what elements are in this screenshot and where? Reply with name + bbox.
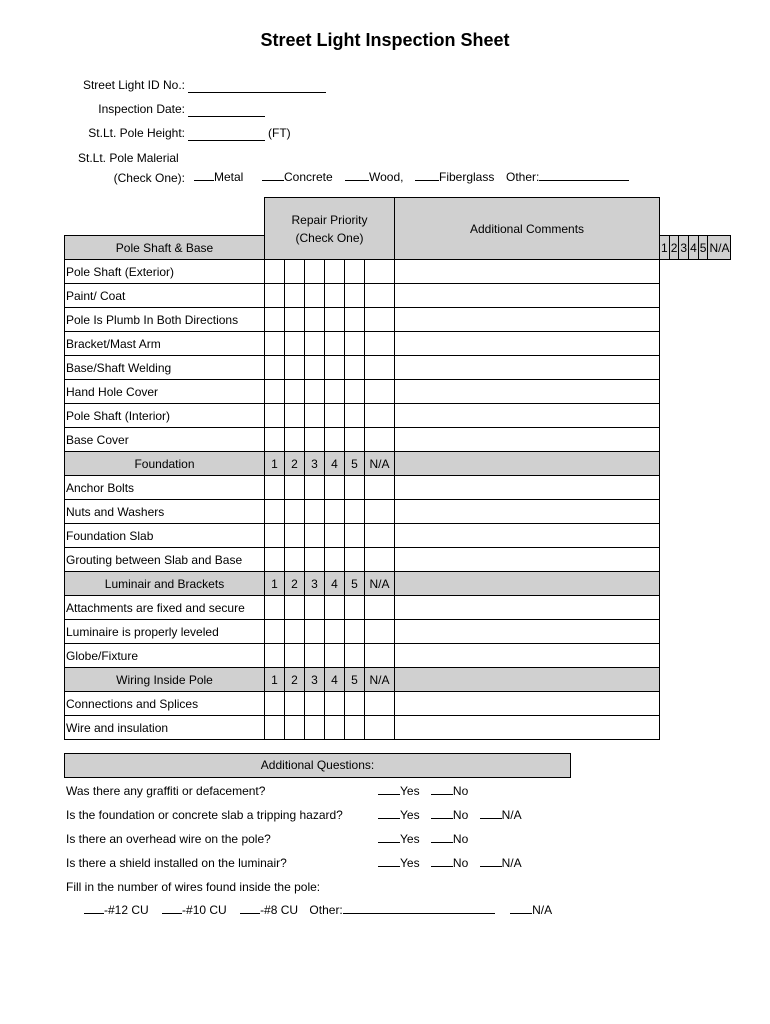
- comment-cell[interactable]: [395, 716, 660, 740]
- wire-8cu-label: -#8 CU: [260, 903, 299, 917]
- priority-checkbox-cell[interactable]: [325, 524, 345, 548]
- priority-checkbox-cell[interactable]: [265, 476, 285, 500]
- tripping-no-label: No: [452, 808, 469, 822]
- priority-checkbox-cell[interactable]: [365, 596, 395, 620]
- item-label: Wire and insulation: [65, 716, 265, 740]
- priority-checkbox-cell[interactable]: [345, 284, 365, 308]
- priority-checkbox-cell[interactable]: [325, 332, 345, 356]
- overhead-wire-yes-blank[interactable]: [378, 830, 400, 843]
- street-light-id-field[interactable]: [188, 80, 326, 93]
- priority-checkbox-cell[interactable]: [285, 692, 305, 716]
- priority-checkbox-cell[interactable]: [345, 332, 365, 356]
- priority-col-label: 4: [325, 572, 345, 596]
- item-label: Base Cover: [65, 428, 265, 452]
- item-label: Base/Shaft Welding: [65, 356, 265, 380]
- priority-col-label: 5: [698, 236, 708, 260]
- priority-checkbox-cell[interactable]: [305, 476, 325, 500]
- section-header-row: [65, 572, 731, 596]
- item-label: Attachments are fixed and secure: [65, 596, 265, 620]
- repair-priority-subtitle: (Check One): [295, 230, 364, 245]
- comment-cell[interactable]: [395, 332, 660, 356]
- priority-checkbox-cell[interactable]: [265, 308, 285, 332]
- table-row: [65, 308, 731, 332]
- priority-checkbox-cell[interactable]: [265, 548, 285, 572]
- wires-count-label: Fill in the number of wires found inside the pole:: [66, 880, 321, 894]
- priority-checkbox-cell[interactable]: [345, 524, 365, 548]
- table-row: [65, 500, 731, 524]
- repair-priority-header: [265, 198, 395, 260]
- pole-height-unit: (FT): [268, 126, 291, 140]
- priority-checkbox-cell[interactable]: [345, 308, 365, 332]
- tripping-na-blank[interactable]: [480, 806, 502, 819]
- priority-checkbox-cell[interactable]: [325, 716, 345, 740]
- priority-col-label: 3: [305, 668, 325, 692]
- priority-checkbox-cell[interactable]: [265, 380, 285, 404]
- priority-checkbox-cell[interactable]: [285, 644, 305, 668]
- tripping-no-blank[interactable]: [431, 806, 453, 819]
- priority-checkbox-cell[interactable]: [285, 284, 305, 308]
- priority-checkbox-cell[interactable]: [265, 716, 285, 740]
- wire-12cu-blank[interactable]: [84, 901, 104, 914]
- material-metal-option[interactable]: [194, 168, 243, 184]
- material-concrete-label: Concrete: [284, 170, 333, 184]
- priority-checkbox-cell[interactable]: [325, 284, 345, 308]
- priority-checkbox-cell[interactable]: [345, 356, 365, 380]
- priority-checkbox-cell[interactable]: [365, 380, 395, 404]
- shield-yes-label: Yes: [400, 856, 420, 870]
- priority-checkbox-cell[interactable]: [345, 260, 365, 284]
- priority-checkbox-cell[interactable]: [365, 356, 395, 380]
- table-row: [65, 428, 731, 452]
- priority-checkbox-cell[interactable]: [325, 596, 345, 620]
- graffiti-no-label: No: [452, 784, 469, 798]
- priority-col-label: 4: [689, 236, 699, 260]
- priority-checkbox-cell[interactable]: [345, 428, 365, 452]
- priority-checkbox-cell[interactable]: [365, 620, 395, 644]
- shield-no-blank[interactable]: [431, 854, 453, 867]
- material-wood-option[interactable]: [345, 168, 403, 184]
- graffiti-no-blank[interactable]: [431, 782, 453, 795]
- priority-checkbox-cell[interactable]: [325, 620, 345, 644]
- priority-checkbox-cell[interactable]: [285, 428, 305, 452]
- comment-cell[interactable]: [395, 260, 660, 284]
- wire-na-label: N/A: [532, 903, 553, 917]
- wire-other-label: Other:: [309, 903, 343, 917]
- graffiti-yes-label: Yes: [400, 784, 420, 798]
- tripping-yes-label: Yes: [400, 808, 420, 822]
- overhead-wire-no-label: No: [452, 832, 469, 846]
- priority-checkbox-cell[interactable]: [305, 644, 325, 668]
- comment-cell[interactable]: [395, 356, 660, 380]
- item-label: Grouting between Slab and Base: [65, 548, 265, 572]
- priority-checkbox-cell[interactable]: [365, 284, 395, 308]
- priority-checkbox-cell[interactable]: [365, 548, 395, 572]
- priority-col-label: N/A: [365, 572, 395, 596]
- comment-cell[interactable]: [395, 620, 660, 644]
- priority-checkbox-cell[interactable]: [265, 284, 285, 308]
- repair-priority-title: Repair Priority: [291, 212, 368, 227]
- material-concrete-option[interactable]: [262, 168, 333, 184]
- priority-col-label: 3: [305, 452, 325, 476]
- priority-checkbox-cell[interactable]: [305, 332, 325, 356]
- priority-col-label: 3: [679, 236, 689, 260]
- priority-checkbox-cell[interactable]: [345, 716, 365, 740]
- material-concrete-blank[interactable]: [262, 168, 284, 181]
- priority-checkbox-cell[interactable]: [265, 500, 285, 524]
- table-row: [65, 716, 731, 740]
- priority-checkbox-cell[interactable]: [365, 428, 395, 452]
- material-wood-blank[interactable]: [345, 168, 369, 181]
- comments-cell-header: [395, 452, 660, 476]
- shield-na-blank[interactable]: [480, 854, 502, 867]
- question-tripping: Is the foundation or concrete slab a tripping hazard?: [66, 808, 343, 822]
- priority-checkbox-cell[interactable]: [365, 404, 395, 428]
- material-other-field[interactable]: [539, 168, 629, 181]
- table-row: [65, 620, 731, 644]
- priority-checkbox-cell[interactable]: [285, 500, 305, 524]
- shield-na-label: N/A: [501, 856, 522, 870]
- material-wood-label: Wood,: [369, 170, 404, 184]
- graffiti-yes-blank[interactable]: [378, 782, 400, 795]
- wire-12cu-label: -#12 CU: [104, 903, 149, 917]
- table-row: [65, 524, 731, 548]
- priority-checkbox-cell[interactable]: [325, 692, 345, 716]
- overhead-wire-yes-label: Yes: [400, 832, 420, 846]
- tripping-na-label: N/A: [501, 808, 522, 822]
- priority-col-label: 2: [669, 236, 679, 260]
- material-metal-label: Metal: [214, 170, 244, 184]
- priority-col-label: 1: [265, 452, 285, 476]
- priority-checkbox-cell[interactable]: [265, 260, 285, 284]
- priority-checkbox-cell[interactable]: [345, 404, 365, 428]
- item-label: Pole Is Plumb In Both Directions: [65, 308, 265, 332]
- table-row: [65, 284, 731, 308]
- wire-options: [84, 901, 552, 917]
- priority-checkbox-cell[interactable]: [305, 284, 325, 308]
- priority-checkbox-cell[interactable]: [305, 620, 325, 644]
- wire-other-field[interactable]: [343, 901, 495, 914]
- question-overhead-wire: Is there an overhead wire on the pole?: [66, 832, 271, 846]
- priority-checkbox-cell[interactable]: [265, 404, 285, 428]
- shield-no-label: No: [452, 856, 469, 870]
- shield-yes-blank[interactable]: [378, 854, 400, 867]
- priority-checkbox-cell[interactable]: [265, 356, 285, 380]
- item-label: Anchor Bolts: [65, 476, 265, 500]
- priority-checkbox-cell[interactable]: [305, 260, 325, 284]
- priority-col-label: 5: [345, 452, 365, 476]
- shield-answers: [378, 854, 522, 870]
- table-corner: [65, 198, 265, 236]
- priority-col-label: 2: [285, 668, 305, 692]
- priority-checkbox-cell[interactable]: [305, 308, 325, 332]
- priority-checkbox-cell[interactable]: [265, 644, 285, 668]
- priority-checkbox-cell[interactable]: [325, 548, 345, 572]
- material-fiberglass-blank[interactable]: [415, 168, 439, 181]
- table-row: [65, 380, 731, 404]
- priority-checkbox-cell[interactable]: [325, 356, 345, 380]
- priority-checkbox-cell[interactable]: [365, 476, 395, 500]
- priority-col-label: 1: [660, 236, 670, 260]
- priority-checkbox-cell[interactable]: [265, 692, 285, 716]
- item-label: Bracket/Mast Arm: [65, 332, 265, 356]
- additional-comments-header: Additional Comments: [395, 198, 660, 260]
- table-row: [65, 332, 731, 356]
- table-row: [65, 644, 731, 668]
- priority-checkbox-cell[interactable]: [305, 356, 325, 380]
- priority-checkbox-cell[interactable]: [305, 524, 325, 548]
- priority-checkbox-cell[interactable]: [285, 308, 305, 332]
- priority-checkbox-cell[interactable]: [345, 500, 365, 524]
- item-label: Globe/Fixture: [65, 644, 265, 668]
- priority-checkbox-cell[interactable]: [305, 428, 325, 452]
- item-label: Nuts and Washers: [65, 500, 265, 524]
- priority-checkbox-cell[interactable]: [365, 260, 395, 284]
- priority-checkbox-cell[interactable]: [325, 404, 345, 428]
- comment-cell[interactable]: [395, 284, 660, 308]
- priority-checkbox-cell[interactable]: [285, 380, 305, 404]
- priority-checkbox-cell[interactable]: [285, 524, 305, 548]
- section-name: Wiring Inside Pole: [65, 668, 265, 692]
- overhead-wire-no-blank[interactable]: [431, 830, 453, 843]
- pole-height-field[interactable]: [188, 128, 265, 141]
- pole-material-label: St.Lt. Pole Malerial: [78, 151, 179, 165]
- comment-cell[interactable]: [395, 308, 660, 332]
- priority-checkbox-cell[interactable]: [365, 500, 395, 524]
- table-row: [65, 596, 731, 620]
- priority-col-label: 1: [265, 572, 285, 596]
- priority-checkbox-cell[interactable]: [345, 476, 365, 500]
- item-label: Paint/ Coat: [65, 284, 265, 308]
- priority-col-label: N/A: [365, 452, 395, 476]
- priority-checkbox-cell[interactable]: [325, 308, 345, 332]
- section-header-row: [65, 668, 731, 692]
- item-label: Connections and Splices: [65, 692, 265, 716]
- section-name: Luminair and Brackets: [65, 572, 265, 596]
- priority-checkbox-cell[interactable]: [305, 596, 325, 620]
- priority-checkbox-cell[interactable]: [305, 716, 325, 740]
- overhead-wire-answers: [378, 830, 468, 846]
- priority-checkbox-cell[interactable]: [285, 716, 305, 740]
- comment-cell[interactable]: [395, 596, 660, 620]
- comment-cell[interactable]: [395, 500, 660, 524]
- priority-checkbox-cell[interactable]: [265, 332, 285, 356]
- priority-checkbox-cell[interactable]: [325, 644, 345, 668]
- priority-col-label: N/A: [708, 236, 731, 260]
- priority-checkbox-cell[interactable]: [365, 716, 395, 740]
- priority-checkbox-cell[interactable]: [365, 308, 395, 332]
- comments-cell-header: [395, 572, 660, 596]
- wire-10cu-blank[interactable]: [162, 901, 182, 914]
- inspection-date-label: Inspection Date:: [98, 102, 185, 116]
- pole-height-label: St.Lt. Pole Height:: [88, 126, 185, 140]
- priority-checkbox-cell[interactable]: [345, 380, 365, 404]
- priority-checkbox-cell[interactable]: [325, 260, 345, 284]
- priority-checkbox-cell[interactable]: [345, 644, 365, 668]
- priority-col-label: 5: [345, 668, 365, 692]
- pole-material-sub-label: (Check One):: [113, 171, 185, 185]
- tripping-answers: [378, 806, 522, 822]
- priority-col-label: 5: [345, 572, 365, 596]
- priority-checkbox-cell[interactable]: [285, 332, 305, 356]
- priority-checkbox-cell[interactable]: [345, 620, 365, 644]
- priority-checkbox-cell[interactable]: [365, 692, 395, 716]
- priority-checkbox-cell[interactable]: [285, 596, 305, 620]
- graffiti-answers: [378, 782, 468, 798]
- item-label: Pole Shaft (Interior): [65, 404, 265, 428]
- priority-checkbox-cell[interactable]: [285, 476, 305, 500]
- section-name: Foundation: [65, 452, 265, 476]
- priority-checkbox-cell[interactable]: [345, 548, 365, 572]
- priority-checkbox-cell[interactable]: [265, 524, 285, 548]
- priority-col-label: 4: [325, 668, 345, 692]
- priority-checkbox-cell[interactable]: [285, 620, 305, 644]
- priority-checkbox-cell[interactable]: [305, 500, 325, 524]
- item-label: Pole Shaft (Exterior): [65, 260, 265, 284]
- item-label: Hand Hole Cover: [65, 380, 265, 404]
- priority-checkbox-cell[interactable]: [285, 548, 305, 572]
- table-row: [65, 548, 731, 572]
- comment-cell[interactable]: [395, 380, 660, 404]
- section-name: Pole Shaft & Base: [65, 236, 265, 260]
- material-other-option[interactable]: [506, 168, 629, 184]
- priority-checkbox-cell[interactable]: [285, 260, 305, 284]
- priority-checkbox-cell[interactable]: [265, 596, 285, 620]
- question-graffiti: Was there any graffiti or defacement?: [66, 784, 266, 798]
- inspection-date-field[interactable]: [188, 104, 265, 117]
- table-row: [65, 356, 731, 380]
- priority-col-label: 2: [285, 572, 305, 596]
- priority-checkbox-cell[interactable]: [365, 524, 395, 548]
- priority-checkbox-cell[interactable]: [305, 380, 325, 404]
- priority-col-label: N/A: [365, 668, 395, 692]
- material-fiberglass-option[interactable]: [415, 168, 494, 184]
- wire-na-blank[interactable]: [510, 901, 532, 914]
- table-row: [65, 404, 731, 428]
- comment-cell[interactable]: [395, 428, 660, 452]
- priority-checkbox-cell[interactable]: [325, 476, 345, 500]
- priority-checkbox-cell[interactable]: [285, 356, 305, 380]
- priority-checkbox-cell[interactable]: [305, 404, 325, 428]
- material-fiberglass-label: Fiberglass: [439, 170, 495, 184]
- comment-cell[interactable]: [395, 404, 660, 428]
- street-light-id-label: Street Light ID No.:: [82, 78, 185, 92]
- priority-col-label: 2: [285, 452, 305, 476]
- comment-cell[interactable]: [395, 524, 660, 548]
- inspection-table: [64, 197, 731, 740]
- priority-checkbox-cell[interactable]: [265, 428, 285, 452]
- priority-col-label: 4: [325, 452, 345, 476]
- priority-checkbox-cell[interactable]: [365, 332, 395, 356]
- comment-cell[interactable]: [395, 644, 660, 668]
- wire-8cu-blank[interactable]: [240, 901, 260, 914]
- priority-checkbox-cell[interactable]: [325, 428, 345, 452]
- page-title: Street Light Inspection Sheet: [260, 30, 510, 50]
- comments-cell-header: [395, 668, 660, 692]
- priority-checkbox-cell[interactable]: [285, 404, 305, 428]
- priority-col-label: 3: [305, 572, 325, 596]
- material-metal-blank[interactable]: [194, 168, 214, 181]
- section-header-row: [65, 452, 731, 476]
- item-label: Foundation Slab: [65, 524, 265, 548]
- priority-checkbox-cell[interactable]: [305, 692, 325, 716]
- priority-checkbox-cell[interactable]: [345, 692, 365, 716]
- priority-checkbox-cell[interactable]: [305, 548, 325, 572]
- priority-col-label: 1: [265, 668, 285, 692]
- table-row: [65, 476, 731, 500]
- table-row: [65, 692, 731, 716]
- additional-questions-header: Additional Questions:: [64, 753, 571, 778]
- comment-cell[interactable]: [395, 692, 660, 716]
- priority-checkbox-cell[interactable]: [345, 596, 365, 620]
- item-label: Luminaire is properly leveled: [65, 620, 265, 644]
- material-other-label: Other:: [506, 170, 540, 184]
- comment-cell[interactable]: [395, 548, 660, 572]
- table-row: [65, 260, 731, 284]
- tripping-yes-blank[interactable]: [378, 806, 400, 819]
- wire-10cu-label: -#10 CU: [182, 903, 227, 917]
- priority-checkbox-cell[interactable]: [365, 644, 395, 668]
- question-shield: Is there a shield installed on the luminair?: [66, 856, 287, 870]
- priority-checkbox-cell[interactable]: [325, 500, 345, 524]
- comment-cell[interactable]: [395, 476, 660, 500]
- priority-checkbox-cell[interactable]: [265, 620, 285, 644]
- priority-checkbox-cell[interactable]: [325, 380, 345, 404]
